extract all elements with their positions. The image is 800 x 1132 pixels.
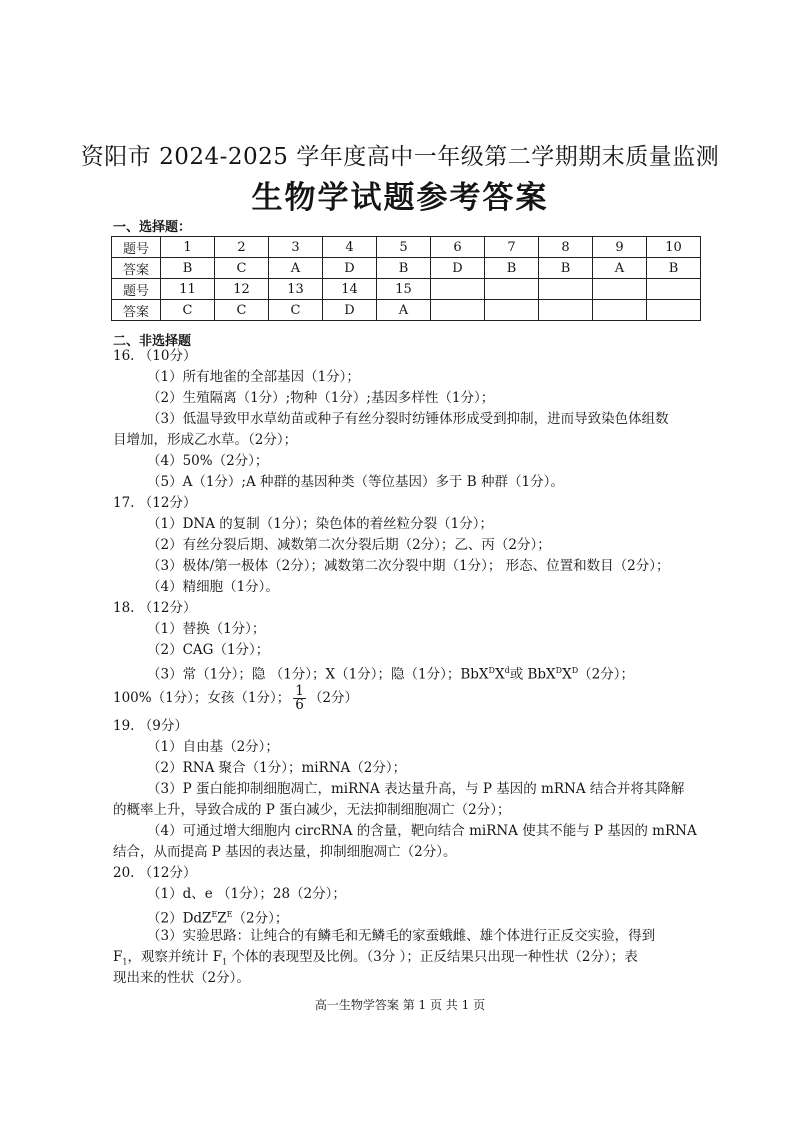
question-number-cell	[485, 279, 539, 300]
q19-answer-4: （4）可通过增大细胞内 circRNA 的含量，靶向结合 miRNA 使其不能与 P 基因的 mRNA	[147, 823, 697, 839]
q20-answer-1: （1）d、e （1分）；28（2分）；	[147, 886, 346, 902]
answer-cell: D	[323, 300, 377, 321]
section-non-choice-heading: 二、非选择题	[113, 334, 192, 349]
question-number-cell	[593, 279, 647, 300]
q20-answer-3: （3）实验思路：让纯合的有鳞毛和无鳞毛的家蚕蛾雌、雄个体进行正反交实验，得到	[147, 928, 656, 944]
q18-answer-2: （2）CAG（1分）；	[147, 642, 270, 658]
answer-cell: C	[215, 258, 269, 279]
table-row-label: 题号	[112, 279, 161, 300]
question-number-cell: 10	[647, 237, 701, 258]
answer-cell: C	[269, 300, 323, 321]
subscript: 1	[222, 957, 228, 967]
multiple-choice-answer-table	[111, 236, 701, 321]
question-17-heading: 17. （12分）	[113, 495, 197, 511]
answer-key-title: 生物学试题参考答案	[251, 180, 549, 216]
answer-cell: C	[161, 300, 215, 321]
answer-cell: B	[485, 258, 539, 279]
answer-cell: B	[647, 258, 701, 279]
q18-answer-4-text: 100%（1分）；女孩（1分）；	[113, 690, 291, 706]
q17-answer-4: （4）精细胞（1分）。	[147, 579, 279, 595]
question-18-heading: 18. （12分）	[113, 600, 197, 616]
table-row	[112, 279, 701, 300]
question-number-cell	[539, 279, 593, 300]
answer-cell: A	[269, 258, 323, 279]
question-number-cell: 12	[215, 279, 269, 300]
question-number-cell	[647, 279, 701, 300]
score-text: （2分）；	[232, 910, 289, 927]
question-16-heading: 16. （10分）	[113, 348, 197, 364]
q16-answer-4: （4）50%（2分）；	[147, 453, 269, 469]
fraction-numerator: 1	[295, 683, 304, 699]
superscript: d	[504, 666, 510, 675]
section-multiple-choice-heading: 一、选择题：	[113, 220, 192, 235]
table-row	[112, 237, 701, 258]
superscript: D	[488, 666, 495, 675]
superscript: E	[211, 910, 218, 919]
question-number-cell: 9	[593, 237, 647, 258]
table-row-label: 题号	[112, 237, 161, 258]
answer-cell	[593, 300, 647, 321]
answer-text: ，观察并统计 F	[127, 949, 223, 965]
q19-answer-2: （2）RNA 聚合（1分）；miRNA（2分）；	[147, 760, 407, 776]
superscript: D	[555, 666, 563, 675]
question-19-heading: 19. （9分）	[113, 718, 188, 734]
question-number-cell: 5	[377, 237, 431, 258]
question-number-cell: 2	[215, 237, 269, 258]
q16-answer-3-cont: 目增加，形成乙水草。（2分）；	[113, 432, 298, 448]
page-footer: 高一生物学答案 第 1 页 共 1 页	[314, 998, 486, 1012]
answer-cell: D	[323, 258, 377, 279]
question-number-cell: 3	[269, 237, 323, 258]
fraction	[293, 685, 306, 712]
table-row-label: 答案	[112, 300, 161, 321]
question-number-cell: 8	[539, 237, 593, 258]
superscript: E	[226, 910, 233, 919]
q19-answer-3-cont: 的概率上升，导致合成的 P 蛋白减少，无法抑制细胞凋亡（2分）；	[113, 802, 511, 818]
question-number-cell: 4	[323, 237, 377, 258]
answer-cell: D	[431, 258, 485, 279]
exam-title: 资阳市 2024-2025 学年度高中一年级第二学期期末质量监测	[80, 144, 720, 170]
q18-answer-1: （1）替换（1分）；	[147, 621, 266, 637]
question-number-cell: 13	[269, 279, 323, 300]
table-row	[112, 258, 701, 279]
score-text: （2分）	[308, 690, 358, 706]
subscript: 1	[122, 957, 128, 967]
answer-cell: C	[215, 300, 269, 321]
answer-cell: B	[161, 258, 215, 279]
answer-cell	[431, 300, 485, 321]
q20-answer-2	[147, 906, 288, 928]
q17-answer-2: （2）有丝分裂后期、减数第二次分裂后期（2分）；乙、丙（2分）；	[147, 537, 551, 553]
table-row-label: 答案	[112, 258, 161, 279]
question-number-cell	[431, 279, 485, 300]
answer-cell: A	[593, 258, 647, 279]
score-text: （2分）；	[578, 666, 634, 683]
genotype-text: （2）DdZ	[147, 910, 212, 927]
generation-symbol: F	[113, 949, 123, 965]
q19-answer-1: （1）自由基（2分）；	[147, 739, 279, 755]
answer-text: 个体的表现型及比例。（3分 ）；正反结果只出现一种性状（2分）；表	[227, 949, 638, 965]
answer-cell: B	[539, 258, 593, 279]
q18-answer-4	[113, 685, 358, 712]
chromosome-symbol: X	[494, 666, 505, 683]
q16-answer-2: （2）生殖隔离（1分）;物种（1分）;基因多样性（1分）；	[147, 390, 495, 406]
q18-answer-3-text: （3）常（1分）；隐 （1分）；X（1分）；隐（1分）；BbX	[147, 666, 489, 683]
q19-answer-3: （3）P 蛋白能抑制细胞凋亡，miRNA 表达量升高，与 P 基因的 mRNA 结合并将其降解	[147, 781, 685, 797]
q20-answer-3-cont2: 现出来的性状（2分）。	[113, 970, 250, 986]
fraction-denominator: 6	[295, 697, 304, 713]
answer-cell	[539, 300, 593, 321]
superscript: D	[571, 666, 579, 675]
question-20-heading: 20. （12分）	[113, 865, 197, 881]
q17-answer-1: （1）DNA 的复制（1分）；染色体的着丝粒分裂（1分）；	[147, 516, 493, 532]
genotype-text: 或 BbX	[509, 666, 556, 683]
q19-answer-4-cont: 结合，从而提高 P 基因的表达量，抑制细胞凋亡（2分）。	[113, 844, 457, 860]
question-number-cell: 7	[485, 237, 539, 258]
q16-answer-1: （1）所有地雀的全部基因（1分）；	[147, 369, 360, 385]
question-number-cell: 15	[377, 279, 431, 300]
q16-answer-3: （3）低温导致甲水草幼苗或种子有丝分裂时纺锤体形成受到抑制，进而导致染色体组数	[147, 411, 669, 427]
answer-cell	[647, 300, 701, 321]
q18-answer-3	[147, 662, 634, 684]
question-number-cell: 6	[431, 237, 485, 258]
table-row	[112, 300, 701, 321]
question-number-cell: 11	[161, 279, 215, 300]
chromosome-symbol: X	[562, 666, 572, 683]
answer-cell: A	[377, 300, 431, 321]
chromosome-symbol: Z	[217, 910, 227, 927]
answer-cell	[485, 300, 539, 321]
q16-answer-5: （5）A（1分）;A 种群的基因种类（等位基因）多于 B 种群（1分）。	[147, 474, 564, 490]
q17-answer-3: （3）极体/第一极体（2分）；减数第二次分裂中期（1分）； 形态、位置和数目（2分）；	[147, 558, 670, 574]
question-number-cell: 14	[323, 279, 377, 300]
question-number-cell: 1	[161, 237, 215, 258]
answer-cell: B	[377, 258, 431, 279]
